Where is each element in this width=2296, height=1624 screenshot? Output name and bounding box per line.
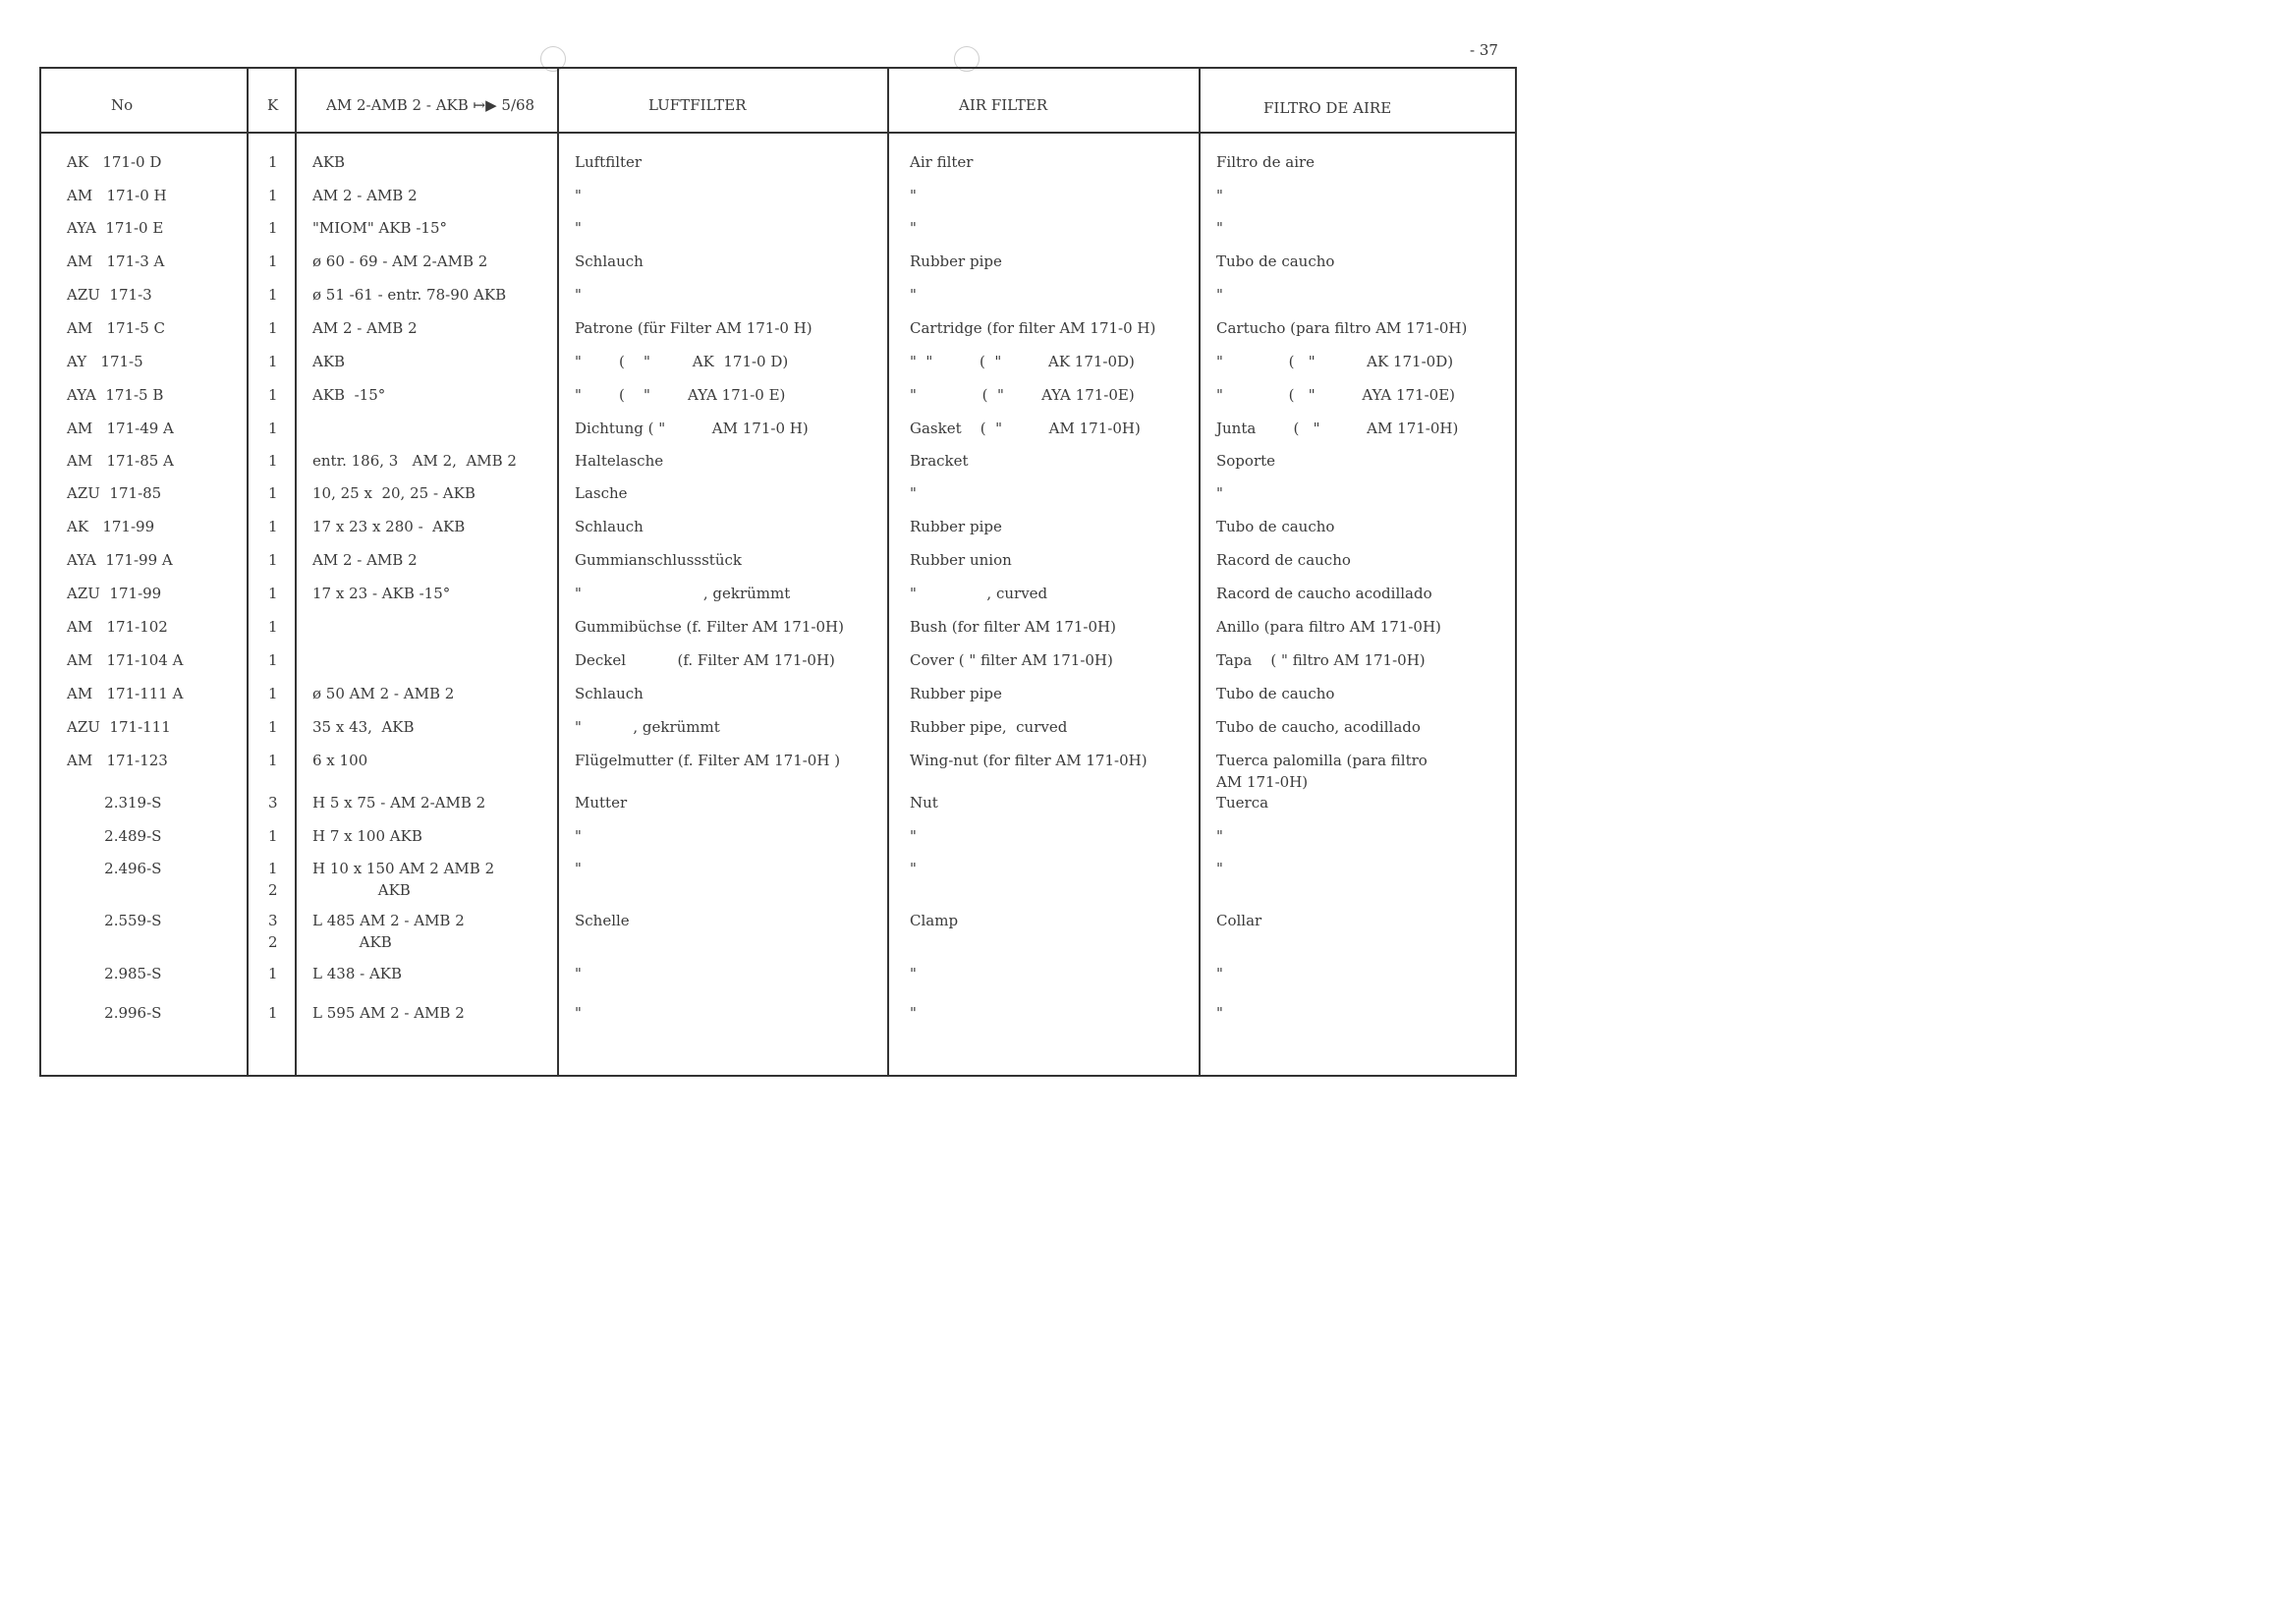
cell-k: 1 (268, 1004, 278, 1022)
header-k: K (267, 96, 279, 114)
cell-german: " (575, 965, 582, 982)
cell-part-no: 2.996-S (67, 1004, 162, 1022)
cell-k: 1 (268, 651, 278, 669)
cell-german: " ( " AK 171-0 D) (575, 353, 789, 370)
cell-k: 1 (268, 319, 278, 337)
cell-part-no: AYA 171-0 E (67, 219, 164, 237)
cell-model: 17 x 23 x 280 - AKB (312, 518, 466, 535)
cell-model: 10, 25 x 20, 25 - AKB (312, 484, 476, 502)
cell-german: " (575, 286, 582, 304)
cell-k: 1 (268, 219, 278, 237)
cell-model: AKB (312, 153, 346, 171)
cell-english: " (910, 1004, 917, 1022)
cell-model: ø 50 AM 2 - AMB 2 (312, 685, 455, 702)
cell-german: Flügelmutter (f. Filter AM 171-0H ) (575, 752, 841, 769)
cell-german: " (575, 1004, 582, 1022)
cell-english: Air filter (910, 153, 974, 171)
cell-spanish: Tuerca (1216, 794, 1269, 812)
cell-spanish: " (1216, 860, 1223, 877)
cell-spanish: " (1216, 187, 1223, 204)
cell-spanish: " (1216, 286, 1223, 304)
cell-spanish: " (1216, 965, 1223, 982)
cell-spanish: Tubo de caucho (1216, 252, 1335, 270)
cell-spanish: " (1216, 1004, 1223, 1022)
cell-english: Rubber pipe (910, 685, 1002, 702)
cell-k: 1 2 (268, 860, 278, 899)
table-frame (39, 67, 1517, 1077)
parts-table (0, 0, 1540, 1091)
cell-k: 1 (268, 420, 278, 437)
cell-model: AM 2 - AMB 2 (312, 551, 418, 569)
cell-part-no: AZU 171-85 (67, 484, 162, 502)
cell-german: Schlauch (575, 685, 644, 702)
cell-k: 1 (268, 965, 278, 982)
column-divider (295, 67, 297, 1077)
cell-model: ø 60 - 69 - AM 2-AMB 2 (312, 252, 488, 270)
cell-english: Rubber pipe (910, 252, 1002, 270)
cell-german: Schelle (575, 912, 630, 929)
cell-german: Mutter (575, 794, 628, 812)
cell-spanish: " (1216, 827, 1223, 845)
cell-english: Wing-nut (for filter AM 171-0H) (910, 752, 1148, 769)
cell-model: entr. 186, 3 AM 2, AMB 2 (312, 452, 517, 470)
cell-spanish: Soporte (1216, 452, 1276, 470)
cell-english: Rubber union (910, 551, 1012, 569)
cell-german: Luftfilter (575, 153, 643, 171)
header-divider (39, 132, 1517, 134)
cell-part-no: AM 171-123 (67, 752, 168, 769)
cell-spanish: Filtro de aire (1216, 153, 1316, 171)
cell-english: " , curved (910, 585, 1048, 602)
cell-part-no: AK 171-0 D (67, 153, 162, 171)
cell-k: 1 (268, 827, 278, 845)
cell-part-no: 2.985-S (67, 965, 162, 982)
cell-english: Rubber pipe, curved (910, 718, 1068, 736)
cell-part-no: AM 171-49 A (67, 420, 174, 437)
cell-english: " (910, 187, 917, 204)
cell-part-no: 2.559-S (67, 912, 162, 929)
cell-part-no: AM 171-5 C (67, 319, 165, 337)
cell-k: 1 (268, 353, 278, 370)
cell-german: " , gekrümmt (575, 718, 720, 736)
cell-spanish: Racord de caucho acodillado (1216, 585, 1432, 602)
cell-k: 3 (268, 794, 278, 812)
header-model: AM 2-AMB 2 - AKB ↦▶ 5/68 (326, 96, 535, 114)
cell-part-no: AM 171-0 H (67, 187, 167, 204)
cell-model: AKB -15° (312, 386, 386, 404)
cell-model: AKB (312, 353, 346, 370)
cell-german: Gummibüchse (f. Filter AM 171-0H) (575, 618, 844, 636)
cell-k: 1 (268, 187, 278, 204)
cell-german: Haltelasche (575, 452, 664, 470)
cell-part-no: AYA 171-99 A (67, 551, 173, 569)
cell-spanish: " ( " AK 171-0D) (1216, 353, 1454, 370)
cell-model: H 7 x 100 AKB (312, 827, 422, 845)
cell-part-no: AM 171-102 (67, 618, 168, 636)
cell-k: 1 (268, 618, 278, 636)
cell-k: 1 (268, 718, 278, 736)
cell-model: AM 2 - AMB 2 (312, 187, 418, 204)
cell-spanish: Racord de caucho (1216, 551, 1351, 569)
cell-english: " (910, 827, 917, 845)
column-divider (887, 67, 889, 1077)
cell-german: Schlauch (575, 252, 644, 270)
cell-k: 1 (268, 452, 278, 470)
cell-english: " (910, 965, 917, 982)
header-german: LUFTFILTER (648, 96, 747, 114)
cell-english: " " ( " AK 171-0D) (910, 353, 1135, 370)
cell-k: 1 (268, 551, 278, 569)
cell-german: Gummianschlussstück (575, 551, 742, 569)
cell-german: " (575, 187, 582, 204)
cell-model: AM 2 - AMB 2 (312, 319, 418, 337)
cell-spanish: Tubo de caucho (1216, 518, 1335, 535)
cell-part-no: 2.496-S (67, 860, 162, 877)
cell-english: Nut (910, 794, 938, 812)
cell-german: " (575, 827, 582, 845)
cell-english: " (910, 219, 917, 237)
cell-k: 1 (268, 386, 278, 404)
cell-k: 1 (268, 252, 278, 270)
column-divider (1199, 67, 1201, 1077)
cell-model: ø 51 -61 - entr. 78-90 AKB (312, 286, 507, 304)
cell-german: Deckel (f. Filter AM 171-0H) (575, 651, 835, 669)
cell-english: Bracket (910, 452, 969, 470)
cell-model: 6 x 100 (312, 752, 368, 769)
cell-part-no: AZU 171-99 (67, 585, 162, 602)
header-spanish: FILTRO DE AIRE (1263, 99, 1392, 117)
cell-k: 1 (268, 518, 278, 535)
cell-english: Cover ( " filter AM 171-0H) (910, 651, 1113, 669)
cell-german: Lasche (575, 484, 628, 502)
cell-english: Cartridge (for filter AM 171-0 H) (910, 319, 1156, 337)
cell-english: " (910, 286, 917, 304)
cell-german: " , gekrümmt (575, 585, 791, 602)
cell-part-no: AYA 171-5 B (67, 386, 164, 404)
cell-german: " (575, 219, 582, 237)
cell-spanish: Anillo (para filtro AM 171-0H) (1216, 618, 1441, 636)
cell-part-no: AK 171-99 (67, 518, 155, 535)
cell-spanish: " ( " AYA 171-0E) (1216, 386, 1455, 404)
page-number: - 37 (1470, 41, 1498, 59)
cell-german: " ( " AYA 171-0 E) (575, 386, 786, 404)
cell-spanish: Cartucho (para filtro AM 171-0H) (1216, 319, 1468, 337)
cell-part-no: AM 171-104 A (67, 651, 184, 669)
cell-german: Patrone (für Filter AM 171-0 H) (575, 319, 812, 337)
cell-english: " (910, 484, 917, 502)
column-divider (557, 67, 559, 1077)
cell-english: Gasket ( " AM 171-0H) (910, 420, 1141, 437)
cell-model: L 595 AM 2 - AMB 2 (312, 1004, 465, 1022)
cell-english: Bush (for filter AM 171-0H) (910, 618, 1116, 636)
cell-k: 1 (268, 585, 278, 602)
cell-k: 1 (268, 752, 278, 769)
header-english: AIR FILTER (959, 96, 1048, 114)
cell-spanish: " (1216, 484, 1223, 502)
cell-spanish: Tubo de caucho, acodillado (1216, 718, 1421, 736)
cell-spanish: Tuerca palomilla (para filtro AM 171-0H) (1216, 752, 1428, 791)
cell-part-no: AM 171-111 A (67, 685, 184, 702)
cell-part-no: 2.319-S (67, 794, 162, 812)
cell-english: " ( " AYA 171-0E) (910, 386, 1135, 404)
cell-part-no: AZU 171-111 (67, 718, 171, 736)
cell-spanish: Junta ( " AM 171-0H) (1216, 420, 1459, 437)
cell-k: 1 (268, 484, 278, 502)
cell-spanish: Tubo de caucho (1216, 685, 1335, 702)
column-divider (247, 67, 249, 1077)
cell-model: H 10 x 150 AM 2 AMB 2 AKB (312, 860, 495, 899)
cell-english: Rubber pipe (910, 518, 1002, 535)
cell-model: L 485 AM 2 - AMB 2 AKB (312, 912, 465, 951)
cell-german: Dichtung ( " AM 171-0 H) (575, 420, 809, 437)
cell-model: H 5 x 75 - AM 2-AMB 2 (312, 794, 486, 812)
cell-german: Schlauch (575, 518, 644, 535)
cell-k: 1 (268, 286, 278, 304)
cell-part-no: AM 171-3 A (67, 252, 165, 270)
cell-spanish: Tapa ( " filtro AM 171-0H) (1216, 651, 1426, 669)
cell-part-no: AY 171-5 (67, 353, 143, 370)
cell-k: 1 (268, 153, 278, 171)
cell-spanish: Collar (1216, 912, 1262, 929)
cell-model: 17 x 23 - AKB -15° (312, 585, 451, 602)
cell-k: 1 (268, 685, 278, 702)
cell-english: " (910, 860, 917, 877)
cell-german: " (575, 860, 582, 877)
cell-english: Clamp (910, 912, 959, 929)
cell-part-no: AZU 171-3 (67, 286, 152, 304)
cell-spanish: " (1216, 219, 1223, 237)
header-no: No (111, 96, 134, 114)
cell-model: "MIOM" AKB -15° (312, 219, 447, 237)
cell-k: 3 2 (268, 912, 278, 951)
cell-model: 35 x 43, AKB (312, 718, 415, 736)
cell-part-no: AM 171-85 A (67, 452, 174, 470)
cell-part-no: 2.489-S (67, 827, 162, 845)
cell-model: L 438 - AKB (312, 965, 403, 982)
